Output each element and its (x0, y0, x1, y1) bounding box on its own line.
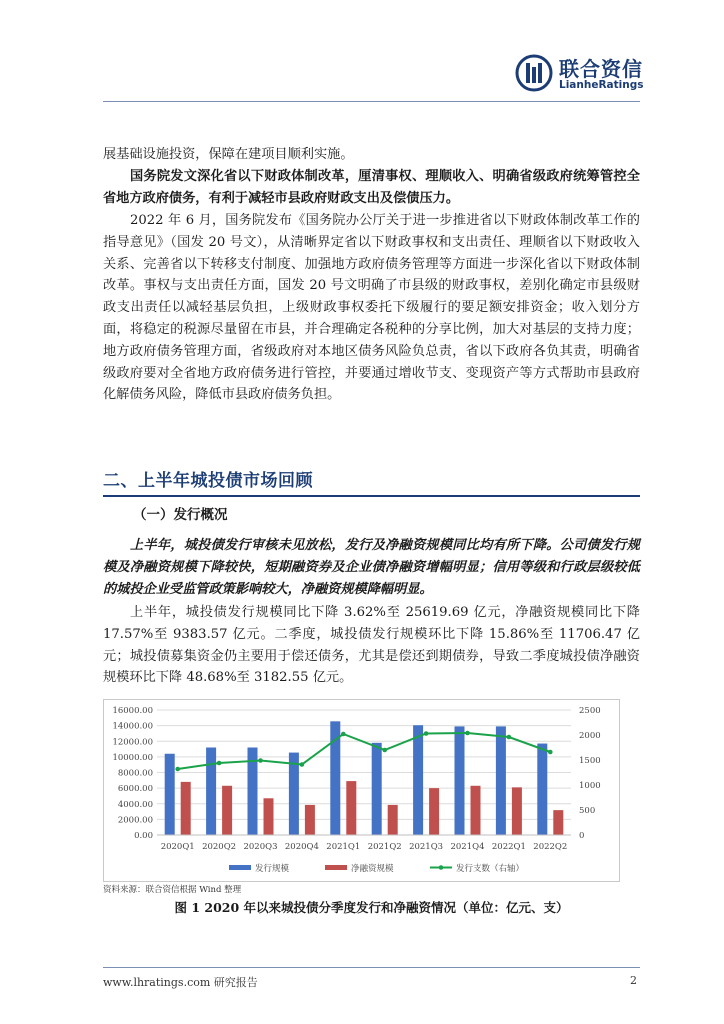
right-axis-tick-label: 0 (579, 831, 585, 841)
x-axis-tick-label: 2021Q2 (367, 842, 402, 852)
bar-net-financing (388, 805, 398, 835)
legend-marker (439, 865, 444, 870)
legend-swatch (229, 865, 251, 870)
figure-caption: 图 1 2020 年以来城投债分季度发行和净融资情况（单位：亿元、支） (174, 900, 569, 915)
bar-net-financing (222, 786, 232, 835)
left-axis-tick-label: 4000.00 (117, 799, 153, 810)
paragraph-1: 展基础设施投资，保障在建项目顺利实施。 (103, 147, 354, 162)
bar-issuance (413, 725, 423, 835)
legend-label: 发行规模 (255, 864, 290, 874)
section-divider (103, 495, 640, 497)
right-axis-tick-label: 1000 (579, 781, 601, 791)
left-axis-tick-label: 10000.00 (112, 752, 153, 763)
issuance-chart (103, 699, 620, 882)
company-logo (515, 51, 645, 95)
x-axis-tick-label: 2020Q2 (202, 842, 237, 852)
x-axis-tick-label: 2021Q4 (450, 842, 485, 852)
right-axis-tick-label: 2500 (579, 706, 601, 716)
paragraph-5: 上半年，城投债发行规模同比下降 3.62%至 25619.69 亿元，净融资规模同比下降 17.57%至 9383.57 亿元。二季度，城投债发行规模环比下降 15.86%至 11706.47 亿元；城投债募集资金仍主要用于偿还债务，尤其是偿还到期债券，导致二季度城投债净融资规模环比下降 48.68%至 3182.55 亿元。 (103, 605, 640, 686)
bar-net-financing (305, 805, 315, 835)
legend-swatch (325, 865, 347, 870)
bar-issuance (455, 726, 465, 835)
x-axis-tick-label: 2020Q1 (160, 842, 195, 852)
line-point (258, 758, 263, 763)
line-issuance-count (178, 733, 551, 769)
line-point (424, 731, 429, 736)
left-axis-tick-label: 12000.00 (112, 737, 153, 748)
footer-divider (103, 967, 640, 968)
left-axis-tick-label: 14000.00 (112, 721, 153, 732)
paragraph-4-headline: 上半年，城投债发行审核未见放松，发行及净融资规模同比均有所下降。公司债发行规模及净融资规模下降较快，短期融资券及企业债净融资增幅明显；信用等级和行政层级较低的城投企业受监管政策影响较大，净融资规模降幅明显。 (103, 538, 640, 597)
lianhe-logo-icon (515, 54, 553, 92)
bar-net-financing (346, 781, 356, 835)
right-axis-tick-label: 2000 (579, 731, 601, 741)
line-point (175, 767, 180, 772)
left-axis-tick-label: 0.00 (134, 831, 153, 841)
legend-label: 发行支数（右轴） (456, 864, 525, 874)
left-axis-tick-label: 16000.00 (112, 706, 153, 716)
line-point (341, 732, 346, 737)
bar-net-financing (429, 788, 439, 835)
bar-issuance (537, 744, 547, 835)
subsection-title: （一）发行概况 (133, 507, 228, 523)
x-axis-tick-label: 2021Q3 (409, 842, 444, 852)
section-title: 二、上半年城投债市场回顾 (103, 471, 313, 491)
x-axis-tick-label: 2022Q1 (491, 842, 526, 852)
line-point (217, 761, 222, 766)
x-axis-tick-label: 2020Q3 (243, 842, 278, 852)
bar-net-financing (264, 798, 274, 835)
line-point (548, 750, 553, 755)
line-point (382, 748, 387, 753)
x-axis-tick-label: 2021Q1 (326, 842, 361, 852)
paragraph-2-headline: 国务院发文深化省以下财政体制改革，厘清事权、理顺收入、明确省级政府统筹管控全省地方政府债务，有利于减轻市县政府财政支出及偿债压力。 (103, 169, 640, 206)
logo-chinese-name: 联合资信 (559, 57, 643, 81)
bar-net-financing (512, 787, 522, 835)
footer-site: www.lhratings.com 研究报告 (103, 976, 258, 989)
header-divider (103, 101, 640, 102)
paragraph-3: 2022 年 6 月，国务院发布《国务院办公厅关于进一步推进省以下财政体制改革工作的指导意见》（国发 20 号文），从清晰界定省以下财政事权和支出责任、理顺省以下财政收入关系、完善省以下转移支付制度、加强地方政府债务管理等方面进一步深化省以下财政体制改革。事权与支出责任方面，国发 20 号文明确了市县级的财政事权，差别化确定市县级财政支出责任以减轻基层负担，上级财政事权委托下级履行的要足额安排资金；收入划分方面，将稳定的税源尽量留在市县，并合理确定各税种的分享比例，加大对基层的支持力度；地方政府债务管理方面，省级政府对本地区债务风险负总责，省以下政府各负其责，明确省级政府要对全省地方政府债务进行管控，并要通过增收节支、变现资产等方式帮助市县政府化解债务风险，降低市县政府债务负担。 (103, 213, 640, 403)
bar-issuance (372, 743, 382, 835)
bar-net-financing (471, 786, 481, 835)
left-axis-tick-label: 6000.00 (117, 784, 153, 795)
issuance-chart-svg (104, 700, 619, 881)
bar-issuance (206, 748, 216, 836)
right-axis-tick-label: 500 (579, 806, 596, 816)
bar-issuance (165, 754, 175, 835)
figure-source: 资料来源：联合资信根据 Wind 整理 (103, 885, 242, 895)
left-axis-tick-label: 8000.00 (117, 768, 153, 779)
line-point (465, 731, 470, 736)
bar-net-financing (181, 782, 191, 835)
left-axis-tick-label: 2000.00 (117, 815, 153, 826)
page-number: 2 (630, 974, 637, 987)
x-axis-tick-label: 2022Q2 (533, 842, 568, 852)
x-axis-tick-label: 2020Q4 (284, 842, 319, 852)
bar-issuance (496, 726, 506, 835)
line-point (300, 762, 305, 767)
bar-net-financing (553, 810, 563, 835)
logo-english-name: LianheRatings (559, 79, 644, 91)
legend-label: 净融资规模 (351, 864, 394, 874)
right-axis-tick-label: 1500 (579, 756, 601, 766)
line-point (507, 735, 512, 740)
